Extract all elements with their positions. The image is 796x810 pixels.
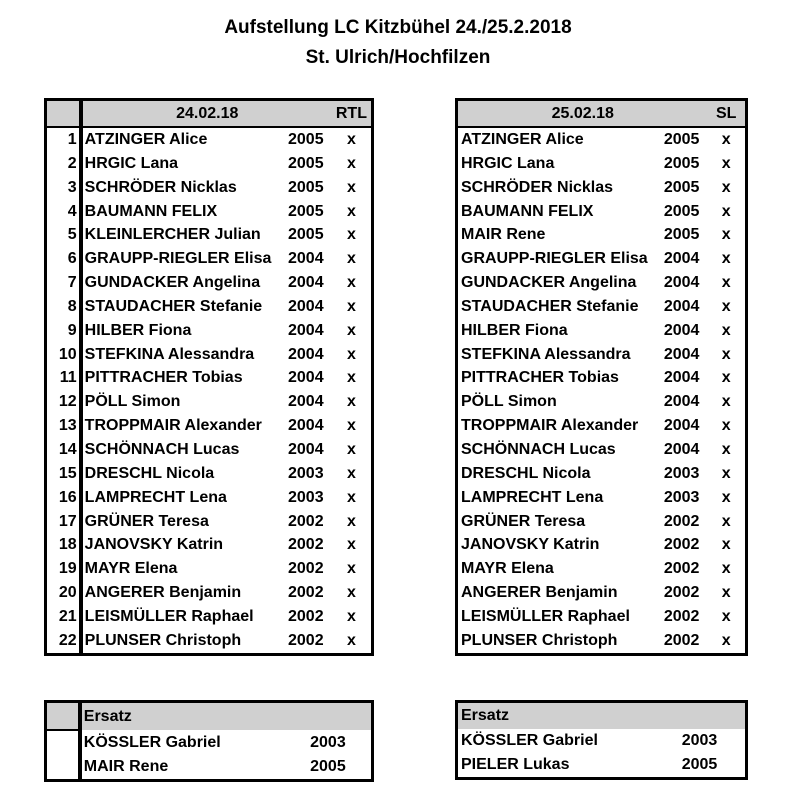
athlete-name: JANOVSKY Katrin xyxy=(461,536,600,554)
athlete-name: TROPPMAIR Alexander xyxy=(84,417,262,435)
birth-year: 2002 xyxy=(288,607,324,625)
athlete-name: PITTRACHER Tobias xyxy=(461,369,619,387)
table-row xyxy=(457,319,747,343)
participation-mark: x xyxy=(346,464,356,482)
birth-year: 2005 xyxy=(288,154,324,172)
birth-year: 2002 xyxy=(663,536,700,554)
participation-mark: x xyxy=(346,321,356,339)
table-row xyxy=(457,533,747,557)
table-row xyxy=(46,247,373,271)
substitutes-table-day1 xyxy=(44,700,374,782)
birth-year: 2002 xyxy=(288,536,324,554)
athlete-name: SCHÖNNACH Lucas xyxy=(461,440,616,458)
athlete-name: GRÜNER Teresa xyxy=(84,512,209,530)
birth-year: 2002 xyxy=(288,631,324,649)
table-row xyxy=(46,223,373,247)
table-row xyxy=(46,271,373,295)
row-number: 7 xyxy=(46,271,81,295)
table-row xyxy=(457,510,747,534)
athlete-name: STAUDACHER Stefanie xyxy=(84,297,263,315)
table-row xyxy=(46,581,373,605)
birth-year: 2004 xyxy=(663,417,700,435)
row-number: 14 xyxy=(46,438,81,462)
substitutes-label: Ersatz xyxy=(80,702,373,731)
participation-mark: x xyxy=(346,297,356,315)
table-row xyxy=(457,438,747,462)
birth-year: 2004 xyxy=(663,274,700,292)
table-row xyxy=(457,295,747,319)
birth-year: 2002 xyxy=(663,560,700,578)
table-row xyxy=(457,343,747,367)
birth-year: 2002 xyxy=(663,584,700,602)
participation-mark: x xyxy=(721,154,731,172)
substitutes-table-day2 xyxy=(455,700,748,780)
birth-year: 2004 xyxy=(288,417,324,435)
birth-year: 2003 xyxy=(310,733,346,751)
roster-table-day1 xyxy=(44,98,374,656)
participation-mark: x xyxy=(721,631,731,649)
table-row xyxy=(46,486,373,510)
row-number: 10 xyxy=(46,343,81,367)
participation-mark: x xyxy=(346,607,356,625)
table-row xyxy=(457,247,747,271)
participation-mark: x xyxy=(346,631,356,649)
row-number: 20 xyxy=(46,581,81,605)
birth-year: 2004 xyxy=(663,345,700,363)
table-row xyxy=(46,755,373,781)
birth-year: 2005 xyxy=(288,202,324,220)
table-row xyxy=(46,438,373,462)
participation-mark: x xyxy=(721,393,731,411)
table-row xyxy=(457,605,747,629)
birth-year: 2003 xyxy=(681,732,718,749)
table-row xyxy=(46,200,373,224)
athlete-name: DRESCHL Nicola xyxy=(461,464,591,482)
athlete-name: KLEINLERCHER Julian xyxy=(84,226,261,244)
birth-year: 2004 xyxy=(288,297,324,315)
athlete-name: ATZINGER Alice xyxy=(84,131,208,148)
table-row xyxy=(457,414,747,438)
table-row xyxy=(457,581,747,605)
birth-year: 2005 xyxy=(681,756,718,773)
table-row xyxy=(457,176,747,200)
row-number: 1 xyxy=(46,127,81,152)
row-number: 22 xyxy=(46,629,81,654)
birth-year: 2005 xyxy=(663,154,700,172)
row-number: 19 xyxy=(46,557,81,581)
row-number: 21 xyxy=(46,605,81,629)
table-row xyxy=(46,533,373,557)
birth-year: 2004 xyxy=(288,393,324,411)
participation-mark: x xyxy=(346,178,356,196)
table-header-row xyxy=(457,100,747,128)
athlete-name: PÖLL Simon xyxy=(84,393,181,411)
birth-year: 2004 xyxy=(663,321,700,339)
participation-mark: x xyxy=(721,464,731,482)
participation-mark: x xyxy=(346,154,356,172)
participation-mark: x xyxy=(346,417,356,435)
row-number: 17 xyxy=(46,510,81,534)
athlete-name: LEISMÜLLER Raphael xyxy=(461,607,630,625)
athlete-name: MAYR Elena xyxy=(461,560,554,578)
athlete-name: HILBER Fiona xyxy=(84,321,192,339)
participation-mark: x xyxy=(346,274,356,292)
substitute-name: PIELER Lukas xyxy=(461,756,570,773)
row-number: 6 xyxy=(46,247,81,271)
table-row xyxy=(46,462,373,486)
birth-year: 2004 xyxy=(288,274,324,292)
birth-year: 2003 xyxy=(663,488,700,506)
row-number: 16 xyxy=(46,486,81,510)
participation-mark: x xyxy=(346,536,356,554)
participation-mark: x xyxy=(346,131,356,148)
birth-year: 2005 xyxy=(663,178,700,196)
table-row xyxy=(46,730,373,755)
table-row xyxy=(457,223,747,247)
birth-year: 2002 xyxy=(663,607,700,625)
birth-year: 2005 xyxy=(288,131,324,148)
row-number: 9 xyxy=(46,319,81,343)
birth-year: 2002 xyxy=(288,584,324,602)
row-number: 13 xyxy=(46,414,81,438)
athlete-name: LAMPRECHT Lena xyxy=(461,488,604,506)
birth-year: 2002 xyxy=(663,512,700,530)
row-number: 18 xyxy=(46,533,81,557)
table-row xyxy=(457,127,747,152)
participation-mark: x xyxy=(721,512,731,530)
athlete-name: SCHRÖDER Nicklas xyxy=(461,178,614,196)
participation-mark: x xyxy=(721,417,731,435)
participation-mark: x xyxy=(346,488,356,506)
table-header-row xyxy=(457,702,747,730)
participation-mark: x xyxy=(721,178,731,196)
participation-mark: x xyxy=(346,440,356,458)
participation-mark: x xyxy=(721,202,731,220)
birth-year: 2004 xyxy=(663,250,700,268)
birth-year: 2005 xyxy=(288,178,324,196)
birth-year: 2005 xyxy=(663,131,700,148)
participation-mark: x xyxy=(721,488,731,506)
birth-year: 2004 xyxy=(288,321,324,339)
participation-mark: x xyxy=(346,345,356,363)
birth-year: 2004 xyxy=(288,250,324,268)
athlete-name: MAIR Rene xyxy=(461,226,546,244)
participation-mark: x xyxy=(721,584,731,602)
birth-year: 2004 xyxy=(288,440,324,458)
table-row xyxy=(46,343,373,367)
row-number: 12 xyxy=(46,390,81,414)
participation-mark: x xyxy=(721,131,731,148)
athlete-name: SCHÖNNACH Lucas xyxy=(84,440,240,458)
birth-year: 2004 xyxy=(663,393,700,411)
birth-year: 2002 xyxy=(663,631,700,649)
birth-year: 2005 xyxy=(288,226,324,244)
participation-mark: x xyxy=(721,226,731,244)
athlete-name: ANGERER Benjamin xyxy=(461,584,618,602)
table-row xyxy=(46,414,373,438)
birth-year: 2003 xyxy=(288,464,324,482)
table-row xyxy=(46,295,373,319)
row-number: 2 xyxy=(46,152,81,176)
table-row xyxy=(457,462,747,486)
row-number: 3 xyxy=(46,176,81,200)
table-row xyxy=(46,390,373,414)
participation-mark: x xyxy=(721,369,731,387)
row-number-empty xyxy=(46,730,80,755)
birth-year: 2003 xyxy=(663,464,700,482)
roster-table-day2 xyxy=(455,98,748,656)
athlete-name: HRGIC Lana xyxy=(461,154,555,172)
table-header-row xyxy=(46,702,373,731)
table-row xyxy=(46,319,373,343)
birth-year: 2004 xyxy=(663,369,700,387)
table-row xyxy=(46,605,373,629)
participation-mark: x xyxy=(346,393,356,411)
table-row xyxy=(457,200,747,224)
substitutes-label: Ersatz xyxy=(457,702,747,730)
birth-year: 2005 xyxy=(310,758,346,775)
table-row xyxy=(457,152,747,176)
birth-year: 2002 xyxy=(288,560,324,578)
participation-mark: x xyxy=(721,274,731,292)
athlete-name: JANOVSKY Katrin xyxy=(84,536,224,554)
row-number: 8 xyxy=(46,295,81,319)
athlete-name: LAMPRECHT Lena xyxy=(84,488,227,506)
row-number: 4 xyxy=(46,200,81,224)
table-header-row xyxy=(46,100,373,128)
birth-year: 2004 xyxy=(288,369,324,387)
athlete-name: GRAUPP-RIEGLER Elisa xyxy=(461,250,648,268)
athlete-name: STAUDACHER Stefanie xyxy=(461,297,639,315)
participation-mark: x xyxy=(721,560,731,578)
athlete-name: STEFKINA Alessandra xyxy=(461,345,631,363)
birth-year: 2005 xyxy=(663,226,700,244)
birth-year: 2002 xyxy=(288,512,324,530)
table-row xyxy=(457,729,747,753)
athlete-name: ATZINGER Alice xyxy=(461,131,584,148)
birth-year: 2004 xyxy=(663,440,700,458)
participation-mark: x xyxy=(721,345,731,363)
birth-year: 2004 xyxy=(288,345,324,363)
header-date: 25.02.18 xyxy=(457,100,708,128)
athlete-name: DRESCHL Nicola xyxy=(84,464,215,482)
athlete-name: GRÜNER Teresa xyxy=(461,512,586,530)
participation-mark: x xyxy=(346,226,356,244)
table-row xyxy=(457,629,747,654)
header-num-cell xyxy=(46,702,80,731)
birth-year: 2004 xyxy=(663,297,700,315)
table-row xyxy=(457,486,747,510)
header-discipline: SL xyxy=(707,100,746,128)
page-subtitle: St. Ulrich/Hochfilzen xyxy=(305,47,491,68)
row-number: 11 xyxy=(46,366,81,390)
substitute-name: MAIR Rene xyxy=(83,758,169,775)
athlete-name: GRAUPP-RIEGLER Elisa xyxy=(84,250,272,268)
header-num-cell xyxy=(46,100,81,128)
participation-mark: x xyxy=(721,536,731,554)
table-row xyxy=(457,366,747,390)
table-row xyxy=(457,390,747,414)
participation-mark: x xyxy=(721,250,731,268)
athlete-name: PLUNSER Christoph xyxy=(461,631,618,649)
birth-year: 2005 xyxy=(663,202,700,220)
header-discipline: RTL xyxy=(332,100,373,128)
header-date: 24.02.18 xyxy=(81,100,332,128)
substitute-name: KÖSSLER Gabriel xyxy=(83,733,221,751)
table-row xyxy=(46,366,373,390)
participation-mark: x xyxy=(346,202,356,220)
row-number-empty xyxy=(46,755,80,781)
athlete-name: HRGIC Lana xyxy=(84,154,179,172)
athlete-name: ANGERER Benjamin xyxy=(84,584,242,602)
row-number: 5 xyxy=(46,223,81,247)
table-row xyxy=(46,557,373,581)
table-row xyxy=(457,557,747,581)
table-row xyxy=(46,127,373,152)
participation-mark: x xyxy=(721,607,731,625)
participation-mark: x xyxy=(721,440,731,458)
athlete-name: GUNDACKER Angelina xyxy=(461,274,637,292)
participation-mark: x xyxy=(346,584,356,602)
athlete-name: GUNDACKER Angelina xyxy=(84,274,261,292)
athlete-name: PITTRACHER Tobias xyxy=(84,369,243,387)
athlete-name: LEISMÜLLER Raphael xyxy=(84,607,254,625)
birth-year: 2003 xyxy=(288,488,324,506)
athlete-name: TROPPMAIR Alexander xyxy=(461,417,639,435)
athlete-name: BAUMANN FELIX xyxy=(461,202,594,220)
participation-mark: x xyxy=(346,560,356,578)
athlete-name: SCHRÖDER Nicklas xyxy=(84,178,237,196)
athlete-name: HILBER Fiona xyxy=(461,321,568,339)
page-title: Aufstellung LC Kitzbühel 24./25.2.2018 xyxy=(224,17,572,38)
table-row xyxy=(457,271,747,295)
table-row xyxy=(46,176,373,200)
athlete-name: PLUNSER Christoph xyxy=(84,631,242,649)
athlete-name: STEFKINA Alessandra xyxy=(84,345,255,363)
participation-mark: x xyxy=(346,369,356,387)
table-row xyxy=(46,629,373,654)
substitute-name: KÖSSLER Gabriel xyxy=(461,732,598,749)
participation-mark: x xyxy=(346,250,356,268)
row-number: 15 xyxy=(46,462,81,486)
athlete-name: BAUMANN FELIX xyxy=(84,202,218,220)
participation-mark: x xyxy=(721,297,731,315)
participation-mark: x xyxy=(346,512,356,530)
participation-mark: x xyxy=(721,321,731,339)
table-row xyxy=(46,510,373,534)
athlete-name: MAYR Elena xyxy=(84,560,178,578)
table-row xyxy=(46,152,373,176)
table-row xyxy=(457,753,747,779)
athlete-name: PÖLL Simon xyxy=(461,393,557,411)
